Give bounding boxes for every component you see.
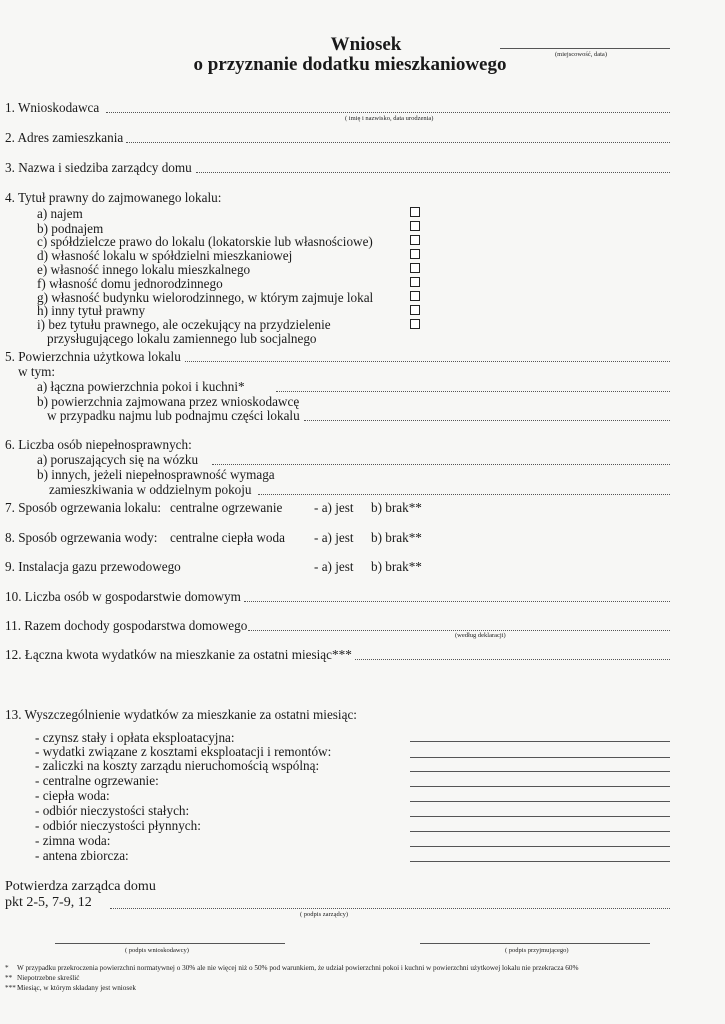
area-occupied-label: b) powierzchnia zajmowana przez wnioskodawcę <box>37 394 300 409</box>
receiver-signature-line[interactable] <box>420 943 650 944</box>
expense-cold-water-label: - zimna woda: <box>35 833 111 848</box>
checkbox-f[interactable] <box>410 277 420 287</box>
household-field[interactable] <box>244 601 670 602</box>
disabled-wheelchair-label: a) poruszających się na wózku <box>37 452 199 467</box>
checkbox-g[interactable] <box>410 291 420 301</box>
applicant-signature-line[interactable] <box>55 943 285 944</box>
checkbox-c[interactable] <box>410 235 420 245</box>
water-value: centralne ciepła woda <box>170 530 285 545</box>
expense-solid-waste-field[interactable] <box>410 816 670 817</box>
confirm-line-1: Potwierdza zarządca domu <box>5 879 156 894</box>
item-address-label: 2. Adres zamieszkania <box>5 130 124 145</box>
disabled-wheelchair-field[interactable] <box>212 464 670 465</box>
income-field[interactable] <box>248 630 670 631</box>
item-expenses-total-label: 12. Łączna kwota wydatków na mieszkanie za ostatni miesiąc*** <box>5 647 352 662</box>
expenses-total-field[interactable] <box>355 659 670 660</box>
expense-heating-field[interactable] <box>410 786 670 787</box>
footnote-3-mark: *** <box>5 984 16 992</box>
legal-option-h: h) inny tytuł prawny <box>37 303 146 318</box>
disabled-other-label-cont: zamieszkiwania w oddzielnym pokoju <box>49 482 252 497</box>
footnote-3 <box>5 984 136 992</box>
gas-option-a[interactable]: - a) jest <box>314 559 354 574</box>
legal-option-f: f) własność domu jednorodzinnego <box>37 276 223 291</box>
area-occupied-field[interactable] <box>304 420 670 421</box>
expense-liquid-waste-label: - odbiór nieczystości płynnych: <box>35 818 201 833</box>
checkbox-d[interactable] <box>410 249 420 259</box>
expense-antenna-field[interactable] <box>410 861 670 862</box>
expense-cold-water-field[interactable] <box>410 846 670 847</box>
applicant-field[interactable] <box>106 112 670 113</box>
heating-value: centralne ogrzewanie <box>170 500 283 515</box>
footnote-1-text: W przypadku przekroczenia powierzchni normatywnej o 30% ale nie więcej niż o 50% pod warunkiem, że udział powierzchni pokoi i kuchni w powierzchni użytkowej lokalu nie przekracza 60% <box>17 964 579 972</box>
expense-rent-field[interactable] <box>410 741 670 742</box>
footnote-1-mark: * <box>5 964 9 972</box>
expense-antenna-label: - antena zbiorcza: <box>35 848 129 863</box>
expense-management-label: - zaliczki na koszty zarządu nieruchomością wspólną: <box>35 758 320 773</box>
legal-option-a: a) najem <box>37 206 83 221</box>
area-field[interactable] <box>185 361 670 362</box>
confirm-line-2: pkt 2-5, 7-9, 12 <box>5 895 92 910</box>
item-heating-label: 7. Sposób ogrzewania lokalu: <box>5 500 162 515</box>
title-line-1: Wniosek <box>330 34 402 55</box>
footnote-1 <box>5 964 578 972</box>
receiver-signature-caption: ( podpis przyjmującego) <box>505 947 569 954</box>
administrator-field[interactable] <box>196 172 670 173</box>
admin-signature-line[interactable] <box>110 908 670 909</box>
address-field[interactable] <box>126 142 670 143</box>
checkbox-e[interactable] <box>410 263 420 273</box>
area-occupied-label-cont: w przypadku najmu lub podnajmu części lokalu <box>47 408 300 423</box>
applicant-caption: ( imię i nazwisko, data urodzenia) <box>345 115 434 122</box>
item-administrator-label: 3. Nazwa i siedziba zarządcy domu <box>5 160 192 175</box>
admin-signature-caption: ( podpis zarządcy) <box>300 911 349 918</box>
gas-option-b[interactable]: b) brak** <box>371 559 422 574</box>
legal-option-c: c) spółdzielcze prawo do lokalu (lokatorskie lub własnościowe) <box>37 234 373 249</box>
legal-option-i-cont: przysługującego lokalu zamiennego lub socjalnego <box>47 331 317 346</box>
item-legal-title-label: 4. Tytuł prawny do zajmowanego lokalu: <box>5 190 222 205</box>
expense-heating-label: - centralne ogrzewanie: <box>35 773 159 788</box>
item-household-label: 10. Liczba osób w gospodarstwie domowym <box>5 589 241 604</box>
footnote-2-mark: ** <box>5 974 13 982</box>
water-option-b[interactable]: b) brak** <box>371 530 422 545</box>
expense-liquid-waste-field[interactable] <box>410 831 670 832</box>
area-wtym: w tym: <box>18 364 55 379</box>
expense-rent-label: - czynsz stały i opłata eksploatacyjna: <box>35 730 235 745</box>
checkbox-i[interactable] <box>410 319 420 329</box>
disabled-other-label: b) innych, jeżeli niepełnosprawność wymaga <box>37 467 275 482</box>
footnote-2-text: Niepotrzebne skreślić <box>17 974 80 982</box>
expense-solid-waste-label: - odbiór nieczystości stałych: <box>35 803 190 818</box>
applicant-signature-caption: ( podpis wnioskodawcy) <box>125 947 189 954</box>
income-caption: (według deklaracji) <box>455 632 506 639</box>
expense-maintenance-field[interactable] <box>410 757 670 758</box>
item-income-label: 11. Razem dochody gospodarstwa domowego <box>5 618 248 633</box>
legal-option-i: i) bez tytułu prawnego, ale oczekujący na przydzielenie <box>37 317 331 332</box>
item-applicant-label: 1. Wnioskodawca <box>5 100 100 115</box>
item-expenses-detail-label: 13. Wyszczególnienie wydatków za mieszkanie za ostatni miesiąc: <box>5 707 357 722</box>
item-gas-label: 9. Instalacja gazu przewodowego <box>5 559 181 574</box>
legal-option-g: g) własność budynku wielorodzinnego, w którym zajmuje lokal <box>37 290 374 305</box>
checkbox-b[interactable] <box>410 221 420 231</box>
area-rooms-label: a) łączna powierzchnia pokoi i kuchni* <box>37 379 245 394</box>
form-subtitle: o przyznanie dodatku mieszkaniowego <box>193 54 507 75</box>
checkbox-h[interactable] <box>410 305 420 315</box>
place-date-caption: (miejscowość, data) <box>555 51 607 58</box>
expense-hot-water-label: - ciepła woda: <box>35 788 110 803</box>
item-area-label: 5. Powierzchnia użytkowa lokalu <box>5 349 181 364</box>
heating-option-a[interactable]: - a) jest <box>314 500 354 515</box>
footnote-3-text: Miesiąc, w którym składany jest wniosek <box>17 984 136 992</box>
legal-option-d: d) własność lokalu w spółdzielni mieszkaniowej <box>37 248 293 263</box>
footnote-2 <box>5 974 79 982</box>
legal-option-b: b) podnajem <box>37 221 104 236</box>
water-option-a[interactable]: - a) jest <box>314 530 354 545</box>
expense-maintenance-label: - wydatki związane z kosztami eksploatacji i remontów: <box>35 744 332 759</box>
expense-hot-water-field[interactable] <box>410 801 670 802</box>
place-date-line[interactable] <box>500 48 670 49</box>
heating-option-b[interactable]: b) brak** <box>371 500 422 515</box>
area-rooms-field[interactable] <box>276 391 670 392</box>
legal-option-e: e) własność innego lokalu mieszkalnego <box>37 262 251 277</box>
disabled-other-field[interactable] <box>258 494 670 495</box>
item-disabled-label: 6. Liczba osób niepełnosprawnych: <box>5 437 192 452</box>
checkbox-a[interactable] <box>410 207 420 217</box>
expense-management-field[interactable] <box>410 771 670 772</box>
item-water-label: 8. Sposób ogrzewania wody: <box>5 530 158 545</box>
